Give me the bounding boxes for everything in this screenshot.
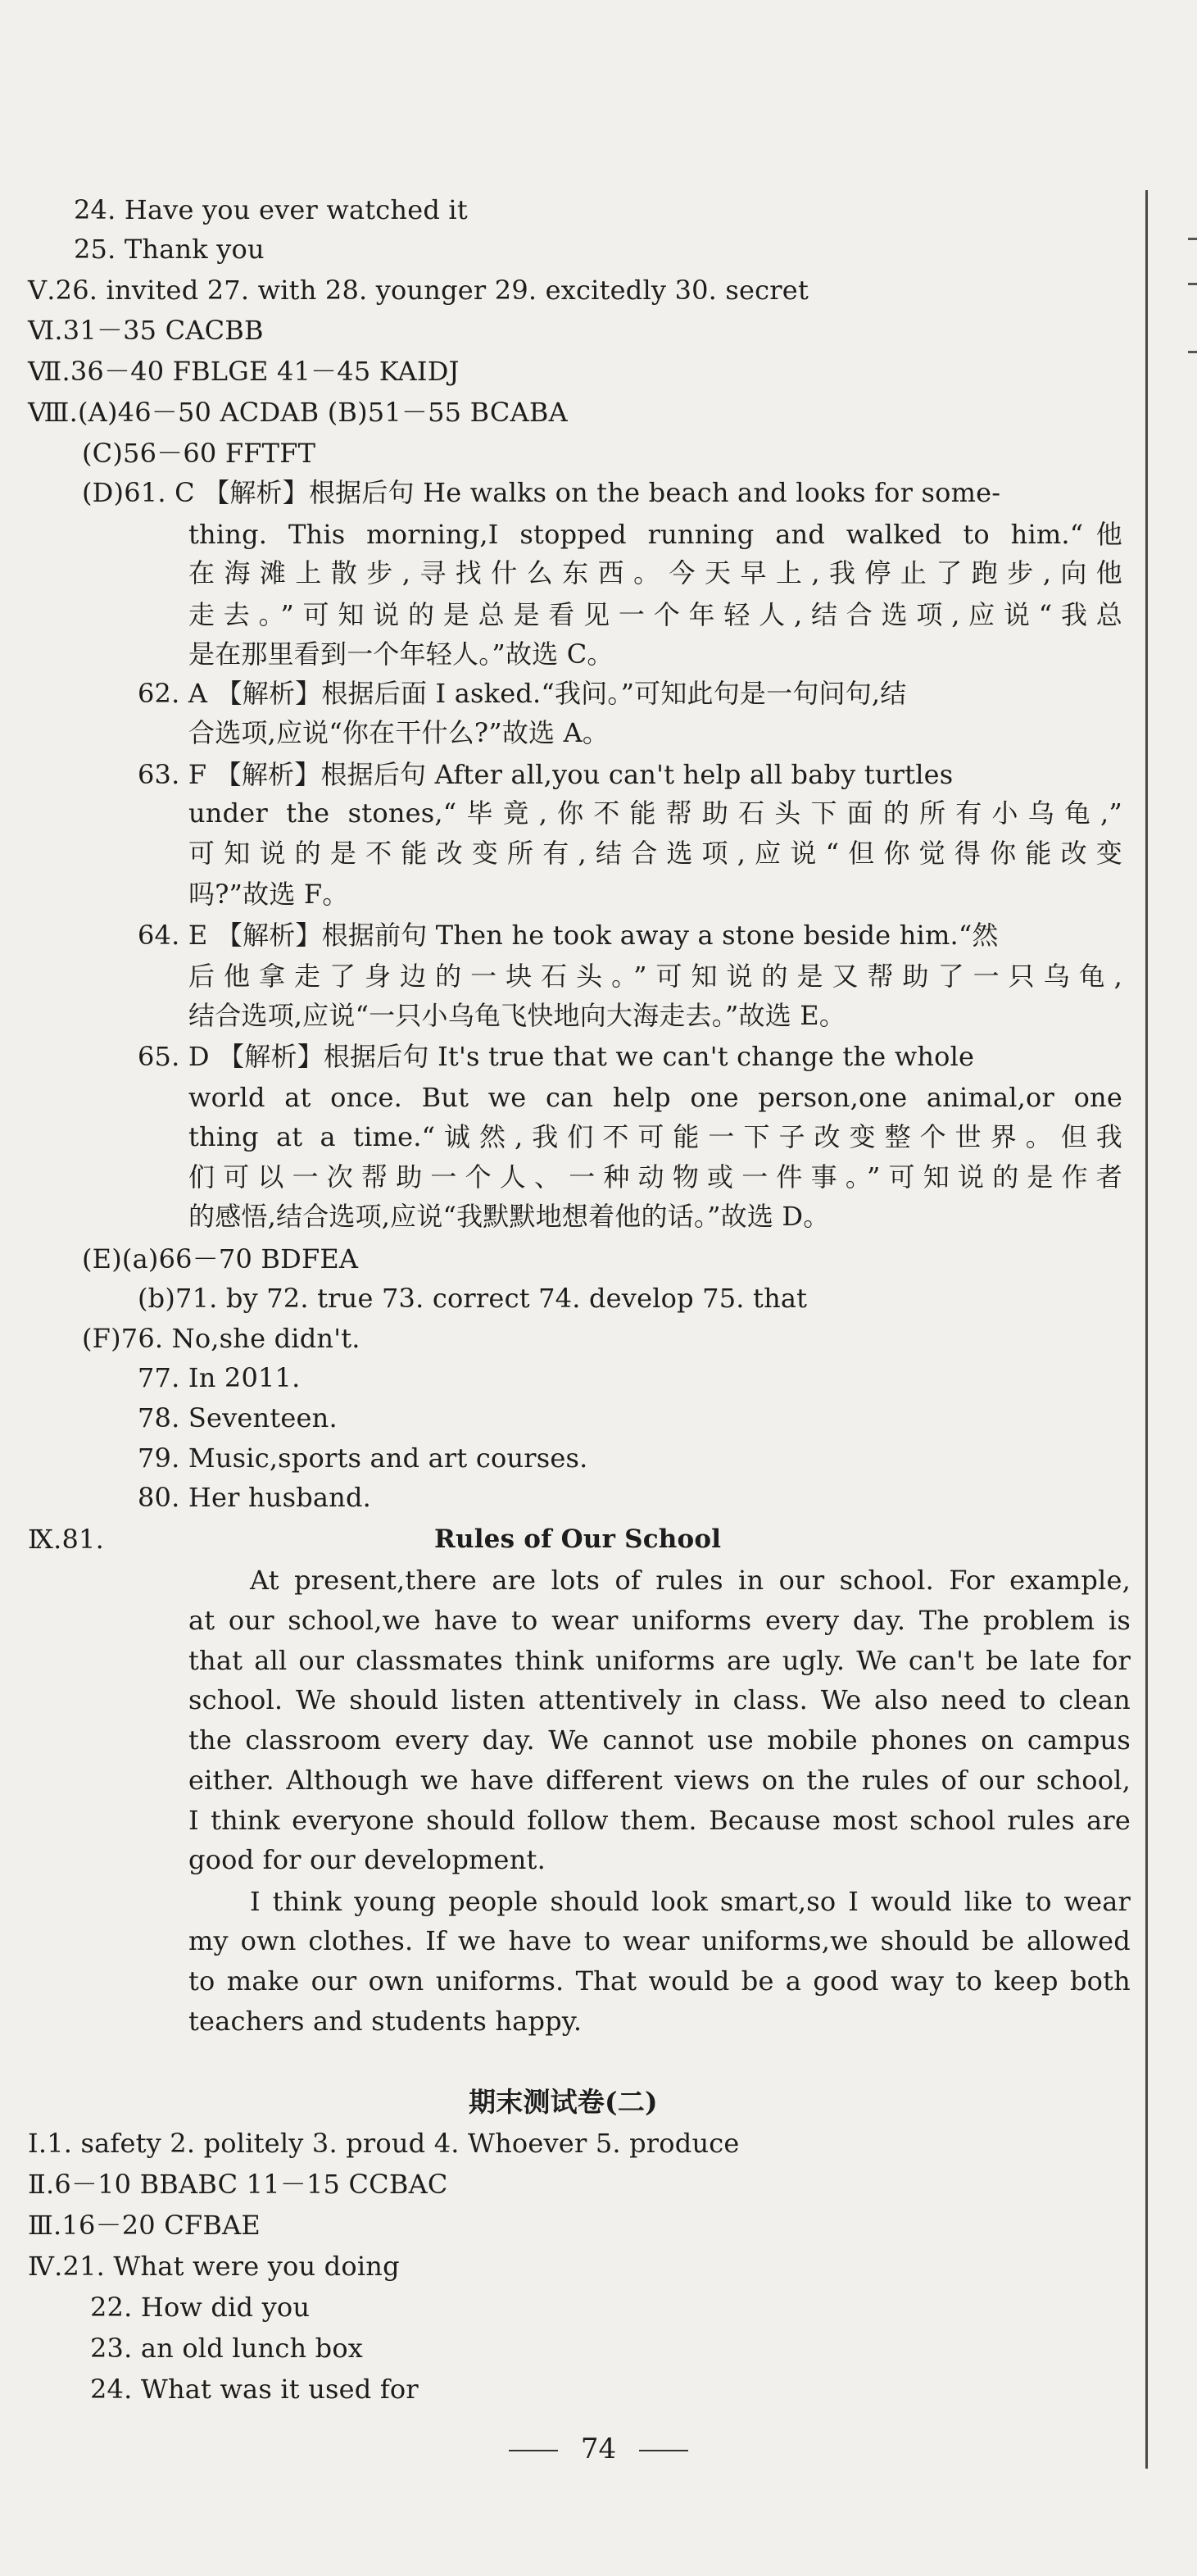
answer-line: (E)(a)66－70 BDFEA <box>82 1243 359 1274</box>
explanation-line: 62. A 【解析】根据后面 I asked.“我问。”可知此句是一句问句,结 <box>138 678 907 709</box>
explanation-line: 65. D 【解析】根据后句 It's true that we can't change the whole <box>138 1041 975 1072</box>
section-ii-line: Ⅱ.6－10 BBABC 11－15 CCBAC <box>28 2169 448 2200</box>
answer-line: 24. What was it used for <box>90 2374 419 2405</box>
explanation-line: 吗?”故选 F。 <box>188 879 349 910</box>
answer-line: 78. Seventeen. <box>138 1402 338 1433</box>
explanation-line: 是在那里看到一个年轻人。”故选 C。 <box>188 638 614 670</box>
section-v-line: Ⅴ.26. invited 27. with 28. younger 29. excitedly 30. secret <box>28 275 809 306</box>
section-viii-line: Ⅷ.(A)46－50 ACDAB (B)51－55 BCABA <box>28 397 568 428</box>
section-iii-line: Ⅲ.16－20 CFBAE <box>28 2210 261 2241</box>
answer-line: (F)76. No,she didn't. <box>82 1323 360 1354</box>
section-vi-line: Ⅵ.31－35 CACBB <box>28 315 264 346</box>
explanation-line: 结合选项,应说“一只小乌龟飞快地向大海走去。”故选 E。 <box>188 1000 846 1031</box>
answer-line: 24. Have you ever watched it <box>74 194 468 225</box>
essay-line: the classroom every day. We cannot use mobile phones on campus <box>188 1724 1131 1756</box>
essay-line: teachers and students happy. <box>188 2006 583 2037</box>
explanation-line: under the stones,“毕竟,你不能帮助石头下面的所有小乌龟,” <box>188 797 1122 829</box>
answer-line: 25. Thank you <box>74 234 265 265</box>
explanation-line: 走去。”可知说的是总是看见一个年轻人,结合选项,应说“我总 <box>188 599 1122 630</box>
column-divider <box>1145 190 1148 2469</box>
test-heading: 期末测试卷(二) <box>469 2086 658 2118</box>
dash-left <box>509 2450 558 2451</box>
essay-line: at our school,we have to wear uniforms every day. The problem is <box>188 1605 1131 1636</box>
essay-line: that all our classmates think uniforms are ugly. We can't be late for <box>188 1645 1131 1676</box>
essay-line: good for our development. <box>188 1844 546 1875</box>
section-ix-label: Ⅸ.81. <box>28 1524 104 1555</box>
edge-mark <box>1188 351 1197 353</box>
explanation-line: 可知说的是不能改变所有,结合选项,应说“但你觉得你能改变 <box>188 838 1122 869</box>
explanation-line: 在海滩上散步,寻找什么东西。今天早上,我停止了跑步,向他 <box>188 557 1122 588</box>
explanation-line: 的感悟,结合选项,应说“我默默地想着他的话。”故选 D。 <box>188 1201 830 1232</box>
page-number-text: 74 <box>580 2433 617 2465</box>
explanation-line: 们可以一次帮助一个人、一种动物或一件事。”可知说的是作者 <box>188 1161 1122 1193</box>
section-iv-line: Ⅳ.21. What were you doing <box>28 2251 400 2282</box>
answer-line: 79. Music,sports and art courses. <box>138 1442 588 1474</box>
explanation-line: thing. This morning,I stopped running and walked to him.“他 <box>188 519 1122 550</box>
dash-right <box>639 2450 688 2451</box>
page-number <box>0 2430 1197 2468</box>
explanation-line: world at once. But we can help one person,one animal,or one <box>188 1082 1122 1113</box>
explanation-line: 63. F 【解析】根据后句 After all,you can't help all baby turtles <box>138 759 954 790</box>
section-vii-line: Ⅶ.36－40 FBLGE 41－45 KAIDJ <box>28 356 460 387</box>
answer-line: 22. How did you <box>90 2292 311 2323</box>
explanation-line: 合选项,应说“你在干什么?”故选 A。 <box>188 717 610 748</box>
answer-line: 23. an old lunch box <box>90 2333 364 2364</box>
essay-line: I think young people should look smart,so I would like to wear <box>250 1886 1131 1917</box>
edge-mark <box>1188 283 1197 285</box>
essay-line: my own clothes. If we have to wear uniforms,we should be allowed <box>188 1925 1131 1956</box>
explanation-line: (D)61. C 【解析】根据后句 He walks on the beach and looks for some- <box>82 477 1001 508</box>
essay-line: I think everyone should follow them. Because most school rules are <box>188 1805 1131 1836</box>
essay-title: Rules of Our School <box>434 1524 722 1554</box>
section-i-line: Ⅰ.1. safety 2. politely 3. proud 4. Whoever 5. produce <box>28 2128 740 2159</box>
answer-line: (b)71. by 72. true 73. correct 74. develop 75. that <box>138 1283 808 1314</box>
explanation-line: thing at a time.“诚然,我们不可能一下子改变整个世界。但我 <box>188 1121 1122 1152</box>
explanation-line: 64. E 【解析】根据前句 Then he took away a stone beside him.“然 <box>138 920 999 951</box>
answer-line: 80. Her husband. <box>138 1482 372 1513</box>
answer-line: 77. In 2011. <box>138 1362 301 1393</box>
essay-line: At present,there are lots of rules in our school. For example, <box>250 1565 1131 1596</box>
explanation-line: 后他拿走了身边的一块石头。”可知说的是又帮助了一只乌龟, <box>188 961 1122 992</box>
essay-line: either. Although we have different views on the rules of our school, <box>188 1765 1131 1796</box>
essay-line: school. We should listen attentively in class. We also need to clean <box>188 1684 1131 1715</box>
edge-mark <box>1188 238 1197 240</box>
essay-line: to make our own uniforms. That would be a good way to keep both <box>188 1965 1131 1997</box>
answer-line: (C)56－60 FFTFT <box>82 438 316 469</box>
